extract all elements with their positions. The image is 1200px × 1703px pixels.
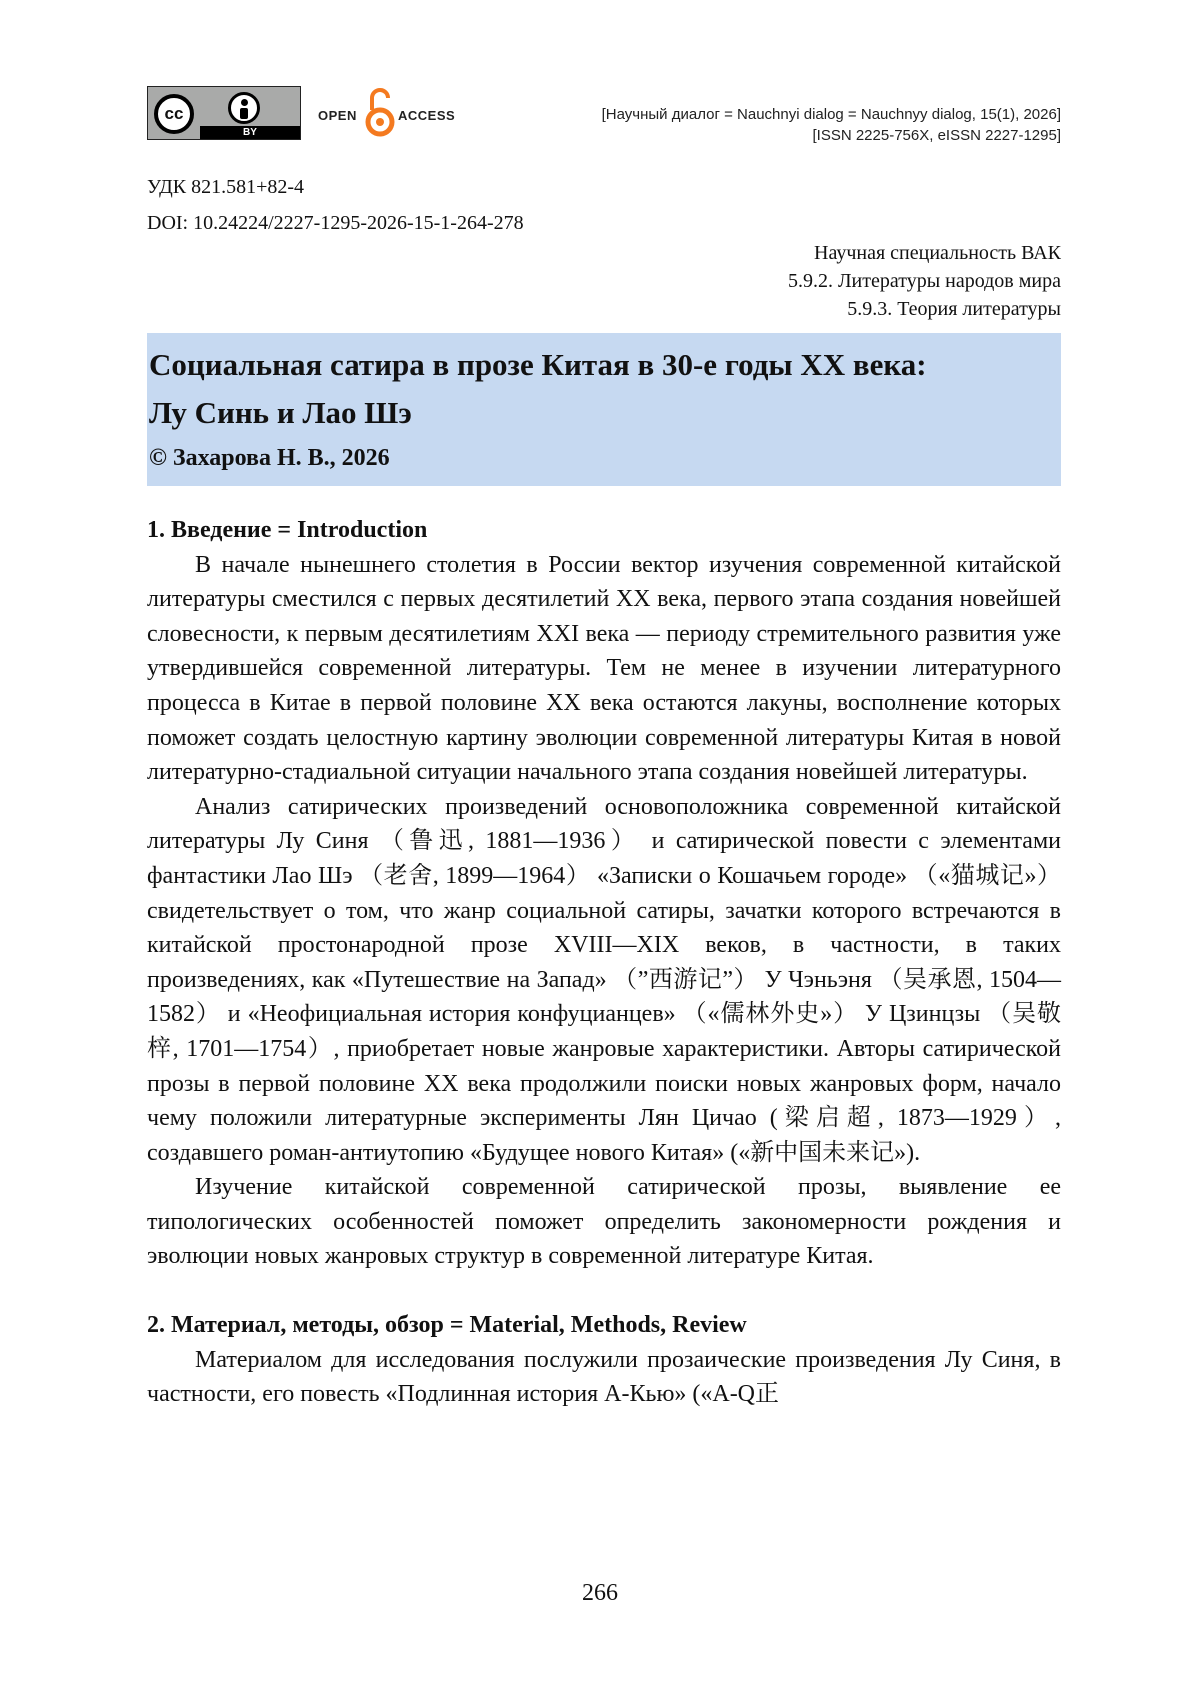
title-block (147, 333, 1061, 486)
journal-citation: [Научный диалог = Nauchnyi dialog = Nauchnyy dialog, 15(1), 2026] (601, 106, 1061, 123)
specialty-item: 5.9.2. Литературы народов мира (787, 270, 1061, 292)
paragraph: Анализ сатирических произведений основоположника современной китайской литературы Лу Синя （鲁迅, 1881—1936） и сатирической повести с элементами фантастики Лао Шэ （老舍, 1899—1964） «Записки о Кошачьем городе» （«猫城记»） свидетельствует о том, что жанр социальной сатиры, зачатки которого встречаются в китайской простонародной прозе XVIII—XIX веков, в частности, в таких произведениях, как «Путешествие на Запад» （”西游记”） У Чэньэня （吴承恩, 1504—1582） и «Неофициальная история конфуцианцев» （«儒林外史»） У Цзинцзы （吴敬梓, 1701—1754）, приобретает новые жанровые характеристики. Авторы сатирической прозы в первой половине XX века продолжили поиски новых жанровых форм, начало чему положили литературные эксперименты Лян Цичао (梁启超, 1873—1929）, создавшего роман-антиутопию «Будущее нового Китая» («新中国未来记»). (147, 793, 1061, 1166)
open-access-right-word: ACCESS (398, 108, 456, 123)
paragraph: Материалом для исследования послужили прозаические произведения Лу Синя, в частности, его повесть «Подлинная история А-Кью» («А-Q正 (147, 1346, 1061, 1408)
by-label: BY (200, 126, 300, 139)
section-heading: 2. Материал, методы, обзор = Material, Methods, Review (147, 1312, 747, 1339)
open-access-left-word: OPEN (318, 108, 357, 123)
journal-issn: [ISSN 2225-756X, eISSN 2227-1295] (812, 127, 1061, 144)
journal-reference (602, 104, 1061, 146)
doi[interactable]: DOI: 10.24224/2227-1295-2026-15-1-264-278 (147, 212, 524, 234)
specialty-heading: Научная специальность ВАК (814, 242, 1061, 264)
paragraph: Изучение китайской современной сатирической прозы, выявление ее типологических особенностей поможет определить закономерности рождения и эволюции новых жанровых структур в современной литературе Китая. (147, 1174, 1061, 1270)
article-title (149, 341, 1059, 437)
specialty-item: 5.9.3. Теория литературы (847, 298, 1061, 320)
title-line: Лу Синь и Лао Шэ (149, 395, 412, 430)
article-body (147, 513, 1061, 1412)
cc-by-license-badge (147, 86, 301, 140)
open-lock-icon (365, 86, 395, 140)
title-line: Социальная сатира в прозе Китая в 30-е годы XX века: (149, 347, 927, 382)
page-number: 266 (582, 1580, 618, 1606)
attribution-person-icon (228, 92, 260, 124)
udk-code: УДК 821.581+82-4 (147, 176, 305, 198)
paragraph: В начале нынешнего столетия в России вектор изучения современной китайской литературы сместился с первых десятилетий XX века, первого этапа создания новейшей словесности, к первым десятилетиям XXI века — периоду стремительного развития уже утвердившейся современной литературы. Тем не менее в изучении литературного процесса в Китае в первой половине XX века остаются лакуны, восполнение которых поможет создать целостную картину эволюции современной литературы Китая в новой литературно-стадиальной ситуации начального этапа создания новейшей литературы. (147, 551, 1061, 786)
open-access-logo (318, 86, 458, 140)
vak-specialty (788, 239, 1061, 323)
section-spacer (147, 1274, 1061, 1308)
cc-icon: cc (154, 94, 194, 134)
section-heading: 1. Введение = Introduction (147, 517, 428, 543)
author-copyright: © Захарова Н. В., 2026 (149, 445, 390, 471)
